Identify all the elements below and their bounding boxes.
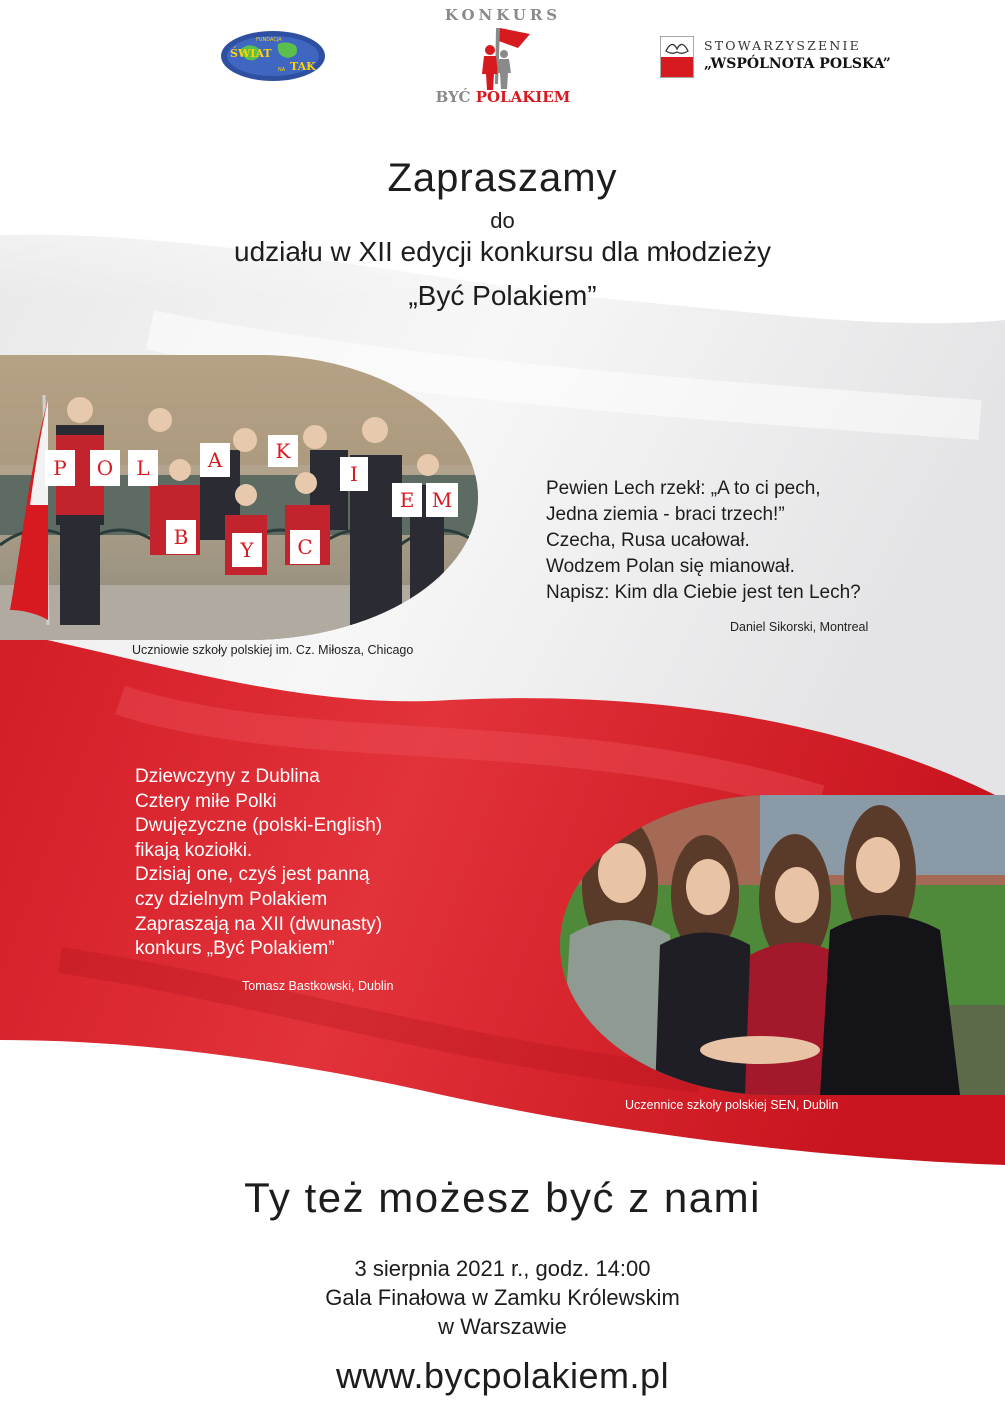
poem-line: Wodzem Polan się mianował.	[546, 556, 795, 577]
letter-card-text: O	[96, 456, 114, 480]
flag-bearers-icon	[456, 24, 546, 92]
poem-line: Jedna ziemia - braci trzech!”	[546, 504, 785, 525]
chicago-students-photo	[0, 355, 478, 640]
poem-line: Dziewczyny z Dublina	[135, 766, 320, 787]
eagle-flag-icon	[660, 36, 694, 78]
event-name: Gala Finałowa w Zamku Królewskim	[325, 1285, 680, 1310]
photo-scene	[560, 795, 1005, 1095]
letter-card-text: M	[431, 488, 453, 512]
svg-text:FUNDACJA: FUNDACJA	[256, 37, 282, 43]
event-date: 3 sierpnia 2021 r., godz. 14:00	[354, 1256, 651, 1281]
logo-byc-word: BYĆ	[435, 88, 471, 106]
photo1-caption: Uczniowie szkoły polskiej im. Cz. Miłosza, Chicago	[132, 643, 414, 657]
poem-montreal	[546, 476, 861, 606]
letter-card-text: L	[136, 456, 150, 480]
poem-line: Cztery miłe Polki	[135, 790, 277, 812]
letter-card-text: A	[207, 448, 223, 472]
poem-line: Napisz: Kim dla Ciebie jest ten Lech?	[546, 582, 861, 603]
fundacja-swiat-na-tak-logo	[220, 30, 326, 82]
association-name: „WSPÓLNOTA POLSKA”	[704, 56, 891, 72]
poem2-author: Tomasz Bastkowski, Dublin	[242, 979, 394, 993]
poem1-author: Daniel Sikorski, Montreal	[730, 620, 869, 634]
title-subtitle: udziału w XII edycji konkursu dla młodzieży	[234, 236, 771, 267]
association-label: STOWARZYSZENIE	[704, 38, 861, 53]
website-link[interactable]: www.bycpolakiem.pl	[335, 1355, 670, 1396]
poem-line: fikają koziołki.	[135, 839, 253, 861]
svg-text:TAK: TAK	[290, 60, 316, 73]
poem-line: Dzisiaj one, czyś jest panną	[135, 864, 370, 886]
photo-scene	[0, 355, 478, 640]
poem-line: Zapraszają na XII (dwunasty)	[135, 913, 383, 935]
logo-konkurs-text: KONKURS	[444, 6, 562, 24]
letter-card-text: I	[350, 462, 358, 486]
letter-card-text: P	[53, 456, 67, 480]
letter-card-text: C	[297, 535, 313, 559]
contest-name: „Być Polakiem”	[408, 280, 597, 311]
poem-line: Dwujęzyczne (polski-English)	[135, 815, 383, 837]
dublin-girls-photo	[560, 795, 1005, 1095]
letter-card-text: Y	[240, 538, 254, 562]
poem-line: konkurs „Być Polakiem”	[135, 938, 335, 960]
title-connector: do	[490, 208, 515, 233]
page-title: Zapraszamy	[387, 156, 618, 200]
svg-text:ŚWIAT: ŚWIAT	[230, 47, 272, 60]
letter-card-text: E	[399, 488, 415, 512]
poem-line: Pewien Lech rzekł: „A to ci pech,	[546, 478, 821, 499]
photo2-caption: Uczennice szkoły polskiej SEN, Dublin	[625, 1098, 839, 1112]
letter-card-text: K	[275, 439, 291, 463]
wspolnota-polska-logo	[660, 34, 891, 82]
poem-dublin	[135, 765, 382, 962]
letter-card-text: B	[173, 525, 189, 549]
logo-byc-polakiem-text	[418, 88, 588, 106]
byc-polakiem-contest-logo	[418, 6, 588, 110]
event-place: w Warszawie	[438, 1314, 567, 1339]
logo-polakiem-word: POLAKIEM	[475, 88, 571, 106]
globe-oval-icon	[220, 30, 326, 82]
slogan: Ty też możesz być z nami	[244, 1174, 761, 1221]
poem-line: Czecha, Rusa ucałował.	[546, 530, 750, 551]
poem-line: czy dzielnym Polakiem	[135, 888, 328, 910]
svg-text:NA: NA	[278, 67, 286, 73]
